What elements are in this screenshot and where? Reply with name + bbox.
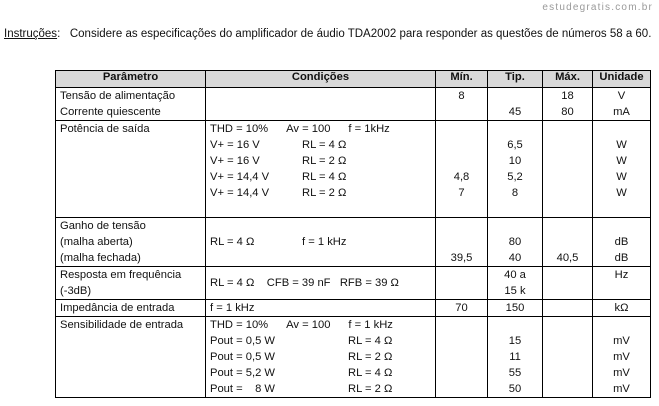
max-value (547, 234, 588, 250)
param-line: (malha aberta) (60, 236, 133, 248)
header-min: Mín. (436, 71, 488, 88)
typ-value: 15 k (504, 285, 526, 297)
min-value: 4,8 (453, 171, 470, 183)
min-cell (436, 267, 488, 300)
typ-value: 11 (509, 351, 521, 363)
typ-value: 45 (508, 106, 522, 118)
cond-line (210, 169, 431, 185)
typ-cell (488, 121, 543, 218)
unit-value: dB (614, 252, 629, 264)
max-value (547, 218, 588, 234)
instructions-colon: : (57, 28, 61, 40)
table-row (56, 218, 651, 267)
instructions-text: Considere as especificações do amplificador de áudio TDA2002 para responder as questões de números 58 a 60. (69, 28, 652, 40)
cond-voltage: V+ = 16 V (210, 155, 260, 167)
cond-line (210, 381, 431, 397)
param-line: Corrente quiescente (60, 106, 161, 118)
cond-pout: Pout = 0,5 W (210, 335, 275, 347)
header-typ: Tip. (488, 71, 543, 88)
cond-load: RL = 4 Ω (210, 277, 255, 289)
cond-load: RL = 2 Ω (302, 187, 347, 199)
max-cell (543, 317, 593, 398)
header-param: Parâmetro (56, 71, 206, 88)
max-value: 18 (561, 90, 574, 102)
table-row (56, 317, 651, 398)
header-unit: Unidade (593, 71, 651, 88)
unit-value: mV (613, 335, 630, 347)
cond-cell (206, 218, 436, 267)
typ-value: 40 a (504, 269, 526, 281)
spec-table (55, 70, 651, 398)
param-line: Potência de saída (60, 123, 150, 135)
cond-av: Av = 100 (286, 123, 331, 135)
unit-value (597, 121, 646, 137)
cond-cfb: CFB = 39 nF (266, 277, 331, 289)
cond-line (210, 153, 431, 169)
param-cell (56, 317, 206, 398)
min-value (440, 153, 483, 169)
typ-value: 6,5 (507, 139, 523, 151)
unit-value: W (616, 155, 627, 167)
cond-freq: f = 1 kHz (210, 302, 255, 314)
unit-cell (593, 121, 651, 218)
param-line: Resposta em frequência (60, 269, 182, 281)
cond-line (210, 185, 431, 201)
cond-load: RL = 4 Ω (210, 236, 255, 248)
unit-cell (593, 218, 651, 267)
unit-cell (593, 300, 651, 317)
max-cell (543, 88, 593, 121)
typ-value: 150 (505, 302, 525, 314)
typ-value: 10 (508, 155, 522, 167)
cond-pout: Pout = 0,5 W (210, 351, 275, 363)
unit-value: kΩ (614, 302, 629, 314)
param-cell (56, 300, 206, 317)
min-cell (436, 300, 488, 317)
param-cell (56, 267, 206, 300)
cond-load: RL = 2 Ω (348, 351, 393, 363)
cond-head (210, 121, 431, 137)
cond-voltage: V+ = 14,4 V (210, 187, 270, 199)
cond-cell (206, 121, 436, 218)
instructions (4, 28, 651, 40)
cond-thd: THD = 10% (210, 319, 269, 331)
min-value: 39,5 (450, 252, 473, 264)
cond-head (210, 317, 431, 333)
unit-value: Hz (614, 269, 629, 281)
typ-value: 50 (508, 383, 522, 395)
unit-value: mV (613, 383, 630, 395)
cond-line (210, 349, 431, 365)
param-line: Sensibilidade de entrada (60, 319, 184, 331)
min-cell (436, 121, 488, 218)
cond-freq: f = 1 kHz (302, 236, 347, 248)
cond-line (210, 137, 431, 153)
cond-cell (206, 317, 436, 398)
table-row (56, 267, 651, 300)
cond-thd: THD = 10% (210, 123, 269, 135)
unit-cell (593, 267, 651, 300)
min-cell (436, 88, 488, 121)
typ-value: 15 (508, 335, 522, 347)
cond-pout: Pout = 8 W (210, 383, 275, 395)
cond-line (210, 365, 431, 381)
cond-load: RL = 4 Ω (348, 367, 393, 379)
param-line: Impedância de entrada (60, 302, 175, 314)
cond-load: RL = 2 Ω (348, 383, 393, 395)
typ-cell (488, 267, 543, 300)
param-line: (malha fechada) (60, 252, 141, 264)
cond-freq: f = 1kHz (348, 123, 390, 135)
unit-value: W (616, 139, 627, 151)
min-value: 7 (458, 187, 465, 199)
max-cell (543, 267, 593, 300)
header-max: Máx. (543, 71, 593, 88)
cond-line (210, 234, 431, 250)
unit-value (597, 218, 646, 234)
max-cell (543, 121, 593, 218)
unit-cell (593, 317, 651, 398)
table-row (56, 300, 651, 317)
min-value: 8 (458, 90, 465, 102)
max-value: 40,5 (556, 252, 579, 264)
min-value (440, 121, 483, 137)
typ-cell (488, 88, 543, 121)
max-cell (543, 300, 593, 317)
cond-cell (206, 88, 436, 121)
min-cell (436, 317, 488, 398)
typ-value: 8 (511, 187, 519, 199)
cond-load: RL = 2 Ω (302, 155, 347, 167)
unit-cell (593, 88, 651, 121)
typ-cell (488, 300, 543, 317)
cond-load: RL = 4 Ω (348, 335, 393, 347)
unit-value (597, 317, 646, 333)
cond-av: Av = 100 (286, 319, 331, 331)
cond-cell (206, 300, 436, 317)
max-cell (543, 218, 593, 267)
cond-line (210, 275, 431, 291)
min-value (440, 218, 483, 234)
instructions-label: Instruções (4, 28, 58, 40)
cond-voltage: V+ = 14,4 V (210, 171, 270, 183)
table-row (56, 88, 651, 121)
watermark: estudegratis.com.br (542, 2, 653, 13)
param-line: Tensão de alimentação (60, 90, 176, 102)
min-value (440, 234, 483, 250)
header-cond: Condições (206, 71, 436, 88)
unit-value: mA (613, 106, 630, 118)
min-value: 70 (455, 302, 468, 314)
param-line: (-3dB) (60, 285, 92, 297)
param-line: Ganho de tensão (60, 220, 146, 232)
cond-cell (206, 267, 436, 300)
typ-value: 40 (508, 252, 522, 264)
min-value (440, 137, 483, 153)
cond-line (210, 333, 431, 349)
unit-value: mV (613, 351, 630, 363)
unit-value: mV (613, 367, 630, 379)
typ-value: 5,2 (507, 171, 523, 183)
unit-value: V (617, 90, 626, 102)
min-value (440, 104, 483, 120)
typ-value (492, 121, 538, 137)
typ-cell (488, 218, 543, 267)
table-header-row (56, 71, 651, 88)
cond-freq: f = 1 kHz (348, 319, 393, 331)
typ-value: 55 (508, 367, 522, 379)
typ-value (492, 317, 538, 333)
min-cell (436, 218, 488, 267)
unit-value: W (616, 171, 627, 183)
cond-load: RL = 4 Ω (302, 139, 347, 151)
table-row (56, 121, 651, 218)
max-value: 80 (561, 106, 574, 118)
typ-cell (488, 317, 543, 398)
cond-load: RL = 4 Ω (302, 171, 347, 183)
typ-value: 80 (508, 236, 522, 248)
typ-value (492, 218, 538, 234)
typ-value (492, 88, 538, 104)
cond-rfb: RFB = 39 Ω (339, 277, 399, 289)
param-cell (56, 121, 206, 218)
unit-value: W (616, 187, 627, 199)
cond-voltage: V+ = 16 V (210, 139, 260, 151)
unit-value: dB (614, 236, 629, 248)
cond-pout: Pout = 5,2 W (210, 367, 275, 379)
param-cell (56, 218, 206, 267)
param-cell (56, 88, 206, 121)
